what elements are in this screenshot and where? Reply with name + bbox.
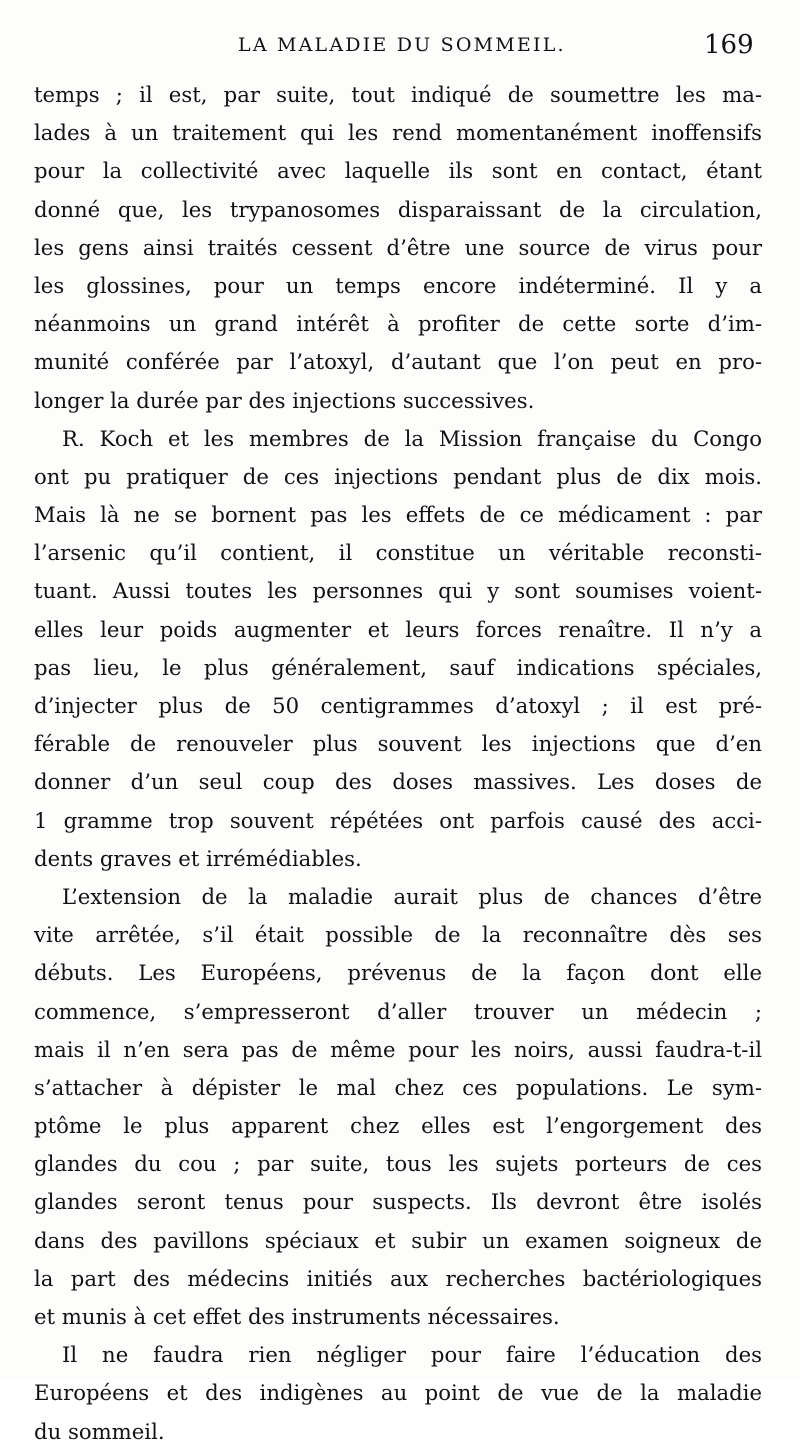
text-line: la part des médecins initiés aux recherches bactériologiques: [34, 1265, 762, 1291]
text-line: néanmoins un grand intérêt à profiter de cette sorte d’im-: [34, 311, 762, 337]
text-line: pas lieu, le plus généralement, sauf indications spéciales,: [34, 654, 762, 680]
running-head: [0, 30, 800, 66]
text-line: glandes du cou ; par suite, tous les sujets porteurs de ces: [34, 1151, 762, 1177]
text-line: elles leur poids augmenter et leurs forces renaître. Il n’y a: [34, 616, 762, 642]
page-number: 169: [704, 30, 754, 60]
text-line: mais il n’en sera pas de même pour les noirs, aussi faudra-t-il: [34, 1036, 762, 1062]
text-line: pour la collectivité avec laquelle ils sont en contact, étant: [34, 158, 762, 184]
text-line: ont pu pratiquer de ces injections pendant plus de dix mois.: [34, 463, 762, 489]
text-line: temps ; il est, par suite, tout indiqué de soumettre les ma-: [34, 82, 762, 107]
text-line: l’arsenic qu’il contient, il constitue un véritable reconsti-: [34, 540, 762, 566]
text-line: férable de renouveler plus souvent les injections que d’en: [34, 731, 762, 757]
text-line: donner d’un seul coup des doses massives. Les doses de: [34, 769, 762, 795]
text-line: Mais là ne se bornent pas les effets de ce médicament : par: [34, 502, 762, 528]
text-line: commence, s’empresseront d’aller trouver un médecin ;: [34, 998, 762, 1024]
text-line: s’attacher à dépister le mal chez ces populations. Le sym-: [34, 1074, 762, 1100]
paragraph: [34, 878, 762, 1336]
text-line: débuts. Les Européens, prévenus de la façon dont elle: [34, 960, 762, 986]
paragraph: [34, 420, 762, 878]
text-line: d’injecter plus de 50 centigrammes d’atoxyl ; il est pré-: [34, 693, 762, 718]
paragraph: [34, 76, 762, 420]
text-line: L’extension de la maladie aurait plus de chances d’être: [62, 883, 762, 909]
text-line: les gens ainsi traités cessent d’être une source de virus pour: [34, 234, 762, 260]
text-line: dents graves et irrémédiables.: [34, 845, 362, 871]
text-line: R. Koch et les membres de la Mission française du Congo: [62, 425, 762, 451]
text-line: tuant. Aussi toutes les personnes qui y sont soumises voient-: [34, 578, 762, 604]
text-line: dans des pavillons spéciaux et subir un examen soigneux de: [34, 1227, 762, 1253]
paragraph: [34, 1336, 762, 1451]
text-line: 1 gramme trop souvent répétées ont parfois causé des acci-: [34, 807, 762, 833]
text-line: lades à un traitement qui les rend momentanément inoffensifs: [34, 120, 762, 146]
text-line: Il ne faudra rien négliger pour faire l’éducation des: [62, 1342, 762, 1368]
text-line: donné que, les trypanosomes disparaissant de la circulation,: [34, 196, 762, 222]
text-line: du sommeil.: [34, 1418, 165, 1444]
text-line: vite arrêtée, s’il était possible de la reconnaître dès ses: [34, 922, 762, 948]
text-line: longer la durée par des injections successives.: [34, 387, 535, 413]
text-line: glandes seront tenus pour suspects. Ils devront être isolés: [34, 1189, 762, 1215]
text-line: munité conférée par l’atoxyl, d’autant que l’on peut en pro-: [34, 349, 762, 375]
text-line: et munis à cet effet des instruments nécessaires.: [34, 1304, 560, 1329]
text-line: les glossines, pour un temps encore indéterminé. Il y a: [34, 272, 762, 298]
running-title: LA MALADIE DU SOMMEIL.: [238, 34, 566, 56]
body-text: [34, 76, 762, 1451]
text-line: ptôme le plus apparent chez elles est l’engorgement des: [34, 1113, 762, 1139]
text-line: Européens et des indigènes au point de vue de la maladie: [34, 1380, 762, 1406]
